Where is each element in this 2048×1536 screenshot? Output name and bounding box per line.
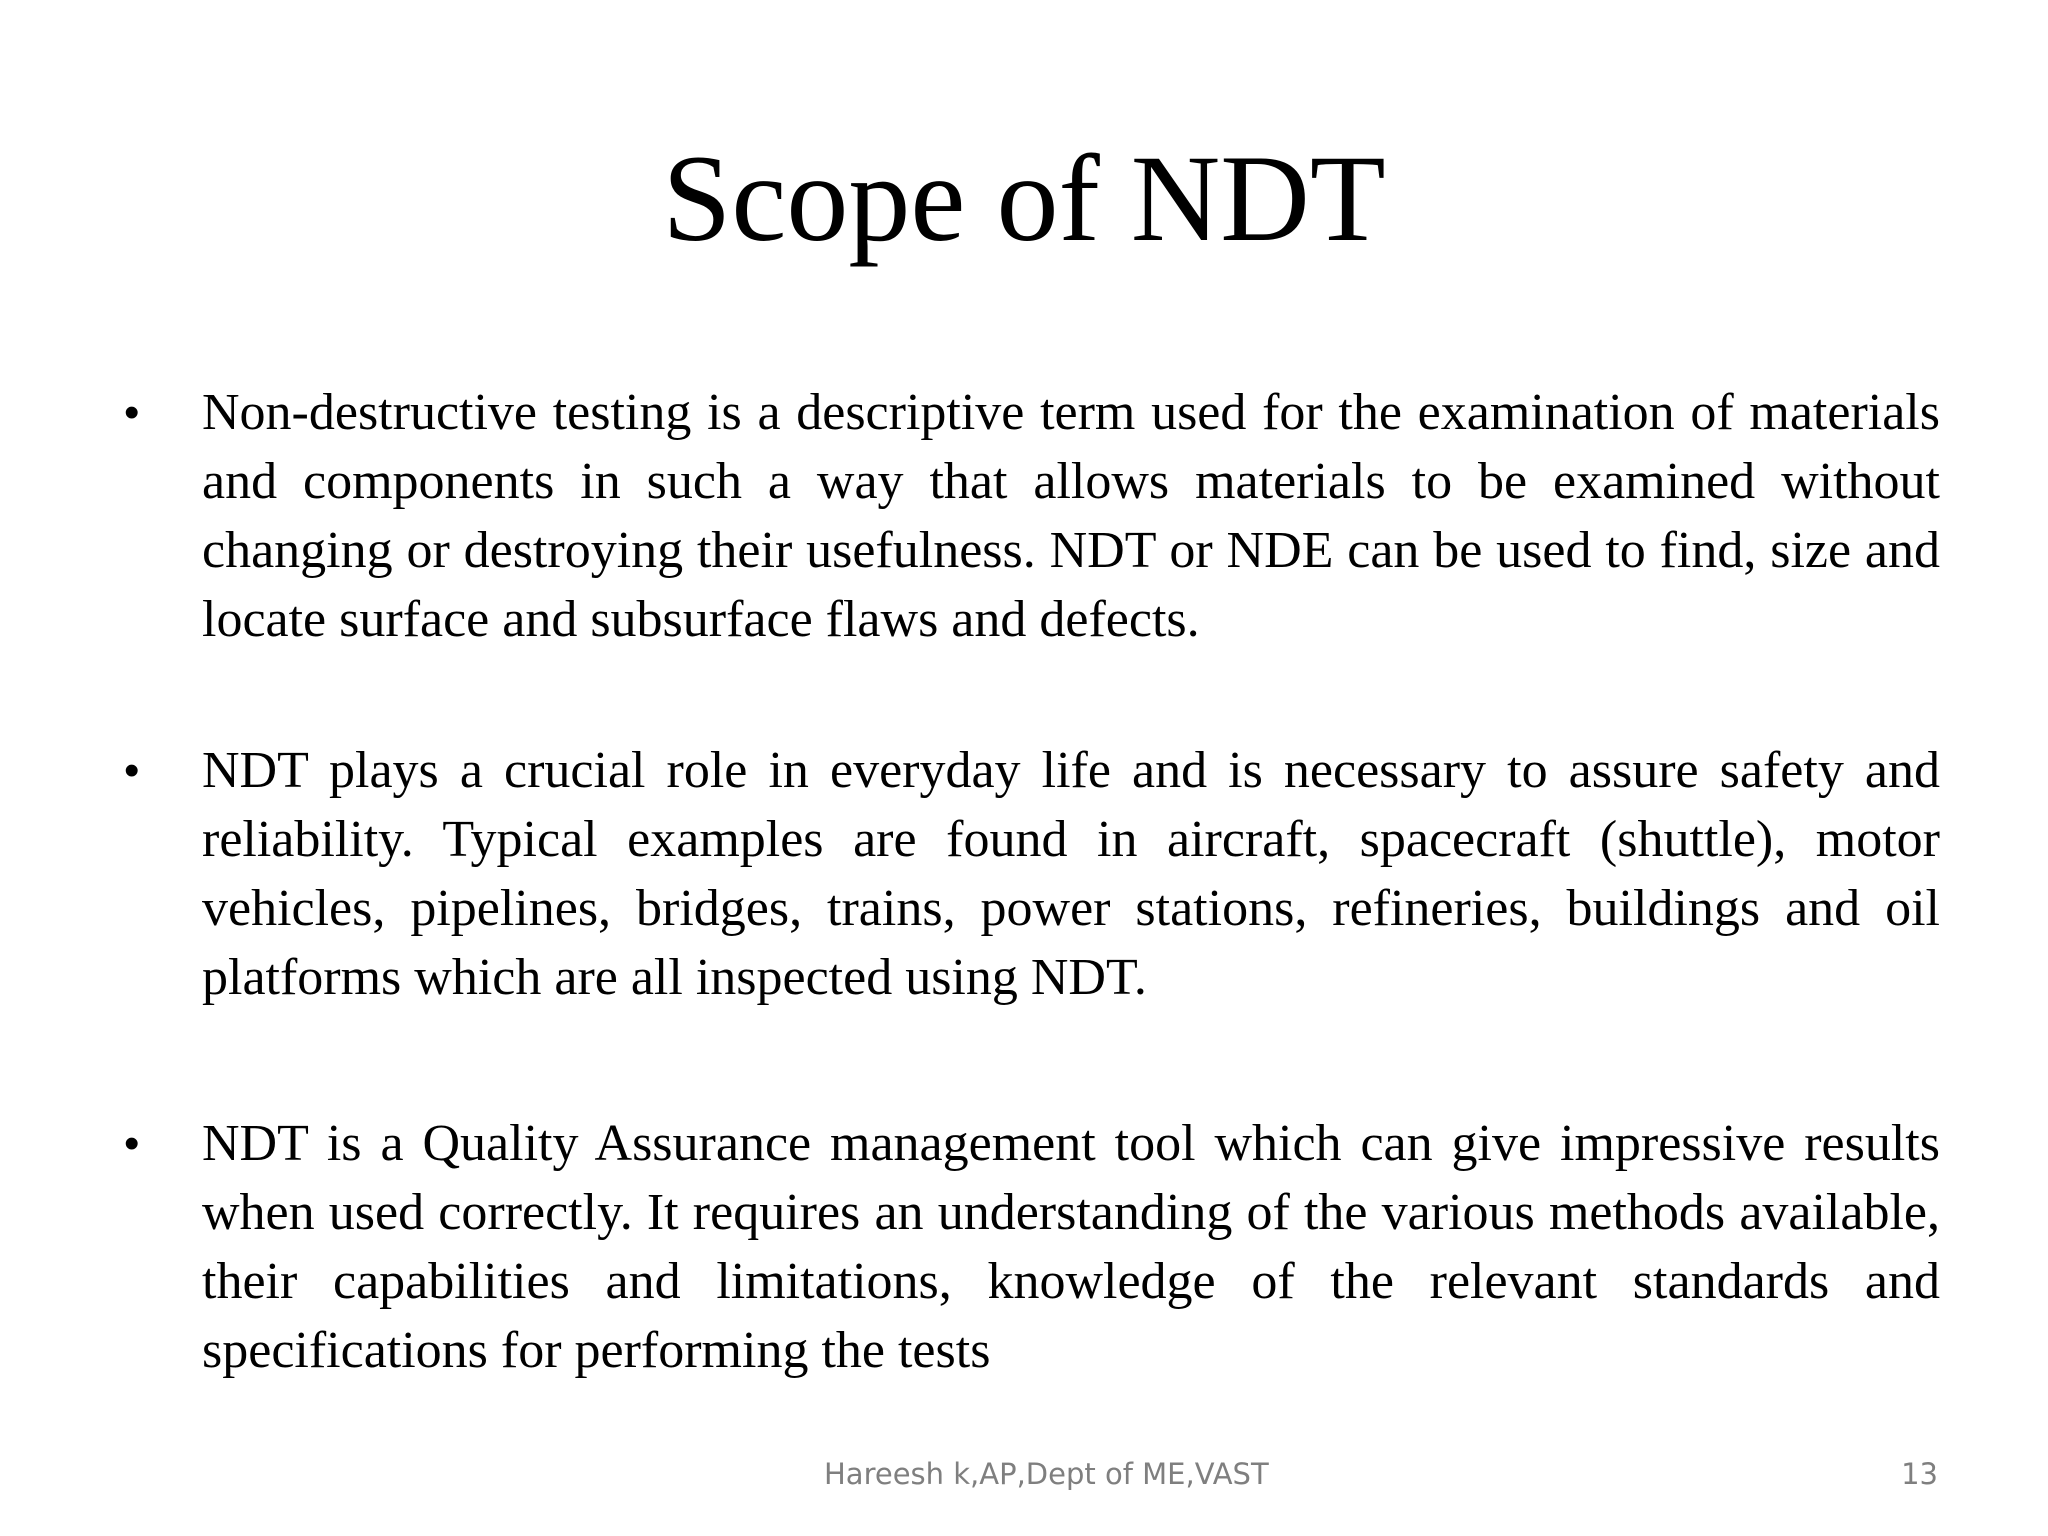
footer-author: Hareesh k,AP,Dept of ME,VAST bbox=[824, 1457, 1269, 1491]
slide-title: Scope of NDT bbox=[662, 130, 1386, 267]
bullet-text: Non-destructive testing is a descriptive term used for the examination of materials and components in such a way that allows materials to be examined without changing or destroying their usefulness. NDT or NDE can be used to find, size and locate surface and subsurface flaws and defects. bbox=[202, 384, 1940, 648]
bullet-text: NDT is a Quality Assurance management tool which can give impressive results when used correctly. It requires an understanding of the various methods available, their capabilities and limitations, knowledge of the relevant standards and specifications for performing the tests bbox=[202, 1115, 1940, 1379]
bullet-icon: • bbox=[124, 388, 140, 437]
page-number: 13 bbox=[1901, 1457, 1938, 1491]
bullet-icon: • bbox=[124, 746, 140, 795]
bullet-text: NDT plays a crucial role in everyday life and is necessary to assure safety and reliability. Typical examples are found in aircraft, spacecraft (shuttle), motor vehicles, pipelines, bridges, trains, power stations, refineries, buildings and oil platforms which are all inspected using NDT. bbox=[202, 742, 1940, 1006]
bullet-icon: • bbox=[124, 1119, 140, 1168]
